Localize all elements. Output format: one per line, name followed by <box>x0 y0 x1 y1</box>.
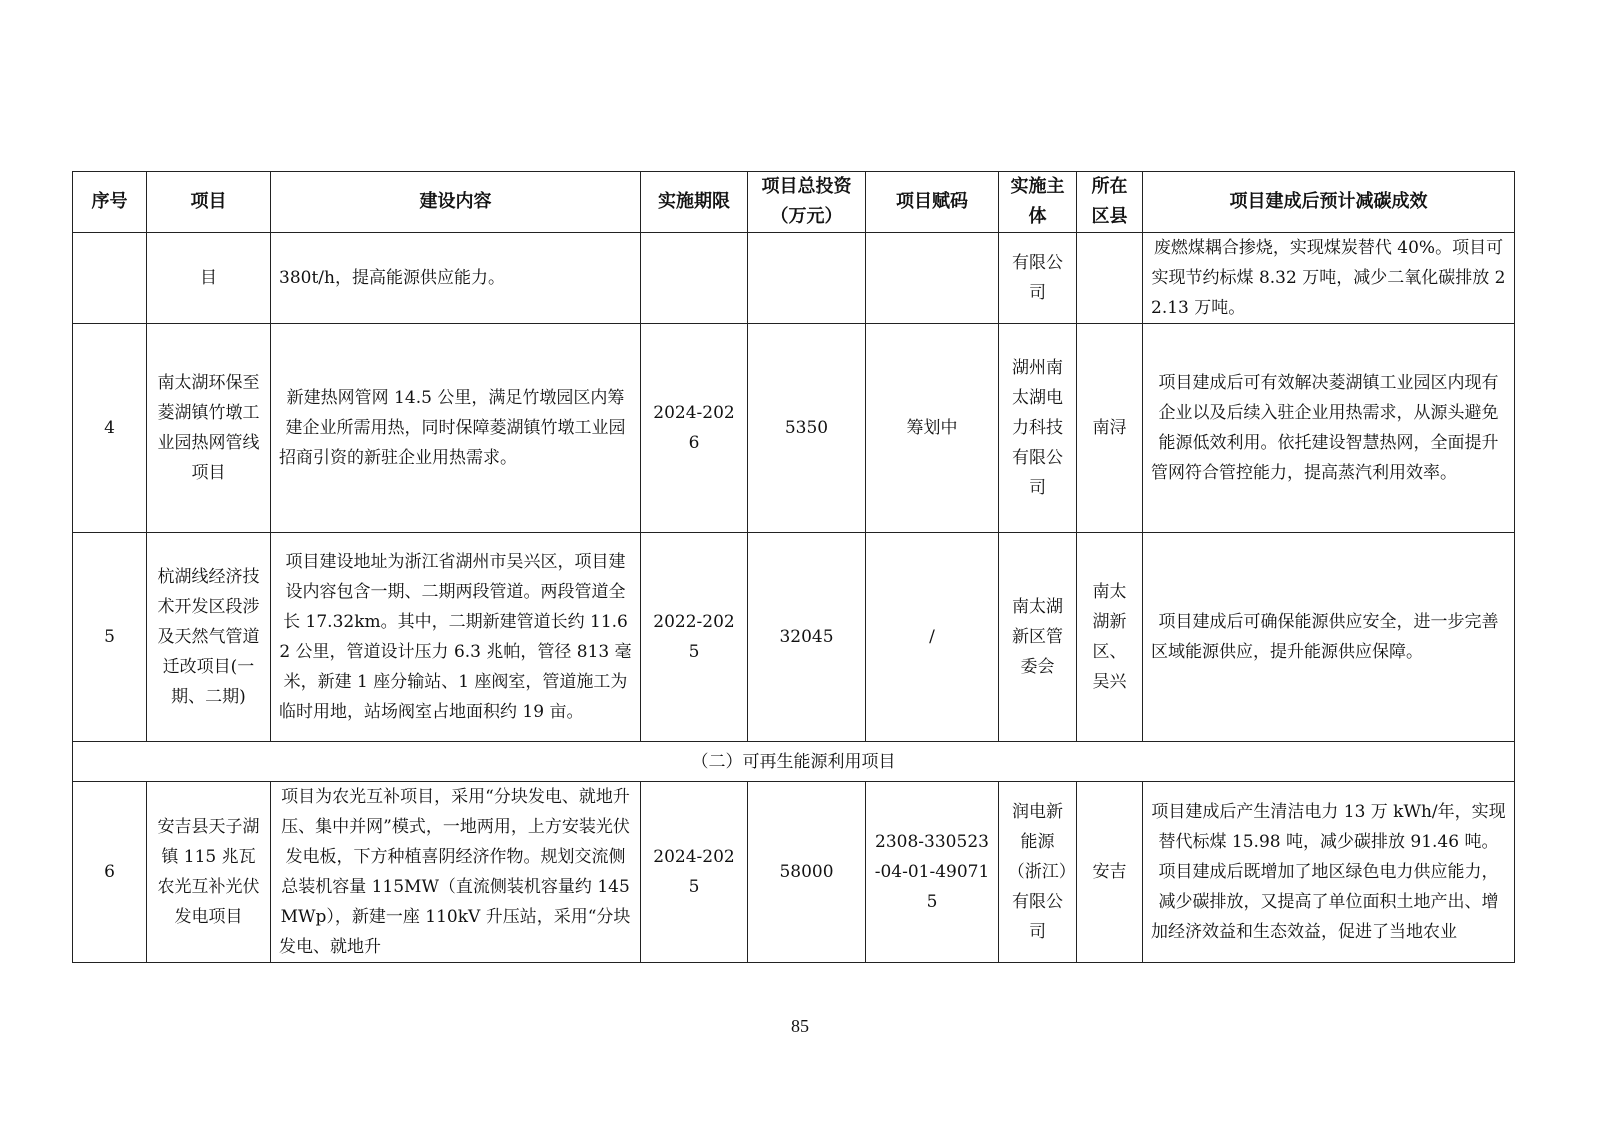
header-row <box>73 172 1515 233</box>
cell-no: 4 <box>73 324 147 533</box>
cell-entity: 润电新能源（浙江）有限公司 <box>999 782 1077 963</box>
cell-investment: 58000 <box>748 782 866 963</box>
table-row <box>73 324 1515 533</box>
cell-county: 南浔 <box>1077 324 1143 533</box>
header-project: 项目 <box>147 172 271 233</box>
cell-period: 2022-2025 <box>641 533 748 742</box>
table-row <box>73 233 1515 324</box>
header-code: 项目赋码 <box>866 172 999 233</box>
cell-project: 安吉县天子湖镇 115 兆瓦农光互补光伏发电项目 <box>147 782 271 963</box>
cell-content: 新建热网管网 14.5 公里，满足竹墩园区内筹建企业所需用热，同时保障菱湖镇竹墩工业园招商引资的新驻企业用热需求。 <box>271 324 641 533</box>
cell-county: 安吉 <box>1077 782 1143 963</box>
cell-effect: 项目建成后可确保能源供应安全，进一步完善区域能源供应，提升能源供应保障。 <box>1143 533 1515 742</box>
page-number: 85 <box>791 1016 809 1036</box>
cell-project: 南太湖环保至菱湖镇竹墩工业园热网管线项目 <box>147 324 271 533</box>
table-row <box>73 533 1515 742</box>
section-title: （二）可再生能源利用项目 <box>73 742 1515 782</box>
cell-content: 380t/h，提高能源供应能力。 <box>271 233 641 324</box>
cell-no: 6 <box>73 782 147 963</box>
header-county: 所在区县 <box>1077 172 1143 233</box>
cell-period: 2024-2026 <box>641 324 748 533</box>
header-content: 建设内容 <box>271 172 641 233</box>
header-period: 实施期限 <box>641 172 748 233</box>
header-no: 序号 <box>73 172 147 233</box>
cell-code: 筹划中 <box>866 324 999 533</box>
section-row <box>73 742 1515 782</box>
cell-entity: 有限公司 <box>999 233 1077 324</box>
cell-effect: 废燃煤耦合掺烧，实现煤炭替代 40%。项目可实现节约标煤 8.32 万吨，减少二氧化碳排放 22.13 万吨。 <box>1143 233 1515 324</box>
cell-code: / <box>866 533 999 742</box>
cell-project: 目 <box>147 233 271 324</box>
cell-effect: 项目建成后可有效解决菱湖镇工业园区内现有企业以及后续入驻企业用热需求，从源头避免能源低效利用。依托建设智慧热网，全面提升管网符合管控能力，提高蒸汽利用效率。 <box>1143 324 1515 533</box>
project-table <box>72 171 1515 963</box>
cell-investment <box>748 233 866 324</box>
cell-entity: 湖州南太湖电力科技有限公司 <box>999 324 1077 533</box>
cell-no: 5 <box>73 533 147 742</box>
cell-period <box>641 233 748 324</box>
cell-investment: 32045 <box>748 533 866 742</box>
cell-code: 2308-330523-04-01-490715 <box>866 782 999 963</box>
cell-content: 项目为农光互补项目，采用“分块发电、就地升压、集中并网”模式，一地两用，上方安装光伏发电板，下方种植喜阴经济作物。规划交流侧总装机容量 115MW（直流侧装机容量约 145MWp），新建一座 110kV 升压站，采用“分块发电、就地升 <box>271 782 641 963</box>
cell-investment: 5350 <box>748 324 866 533</box>
cell-code <box>866 233 999 324</box>
cell-entity: 南太湖新区管委会 <box>999 533 1077 742</box>
table-row <box>73 782 1515 963</box>
header-entity: 实施主体 <box>999 172 1077 233</box>
cell-county <box>1077 233 1143 324</box>
cell-period: 2024-2025 <box>641 782 748 963</box>
header-effect: 项目建成后预计减碳成效 <box>1143 172 1515 233</box>
cell-project: 杭湖线经济技术开发区段涉及天然气管道迁改项目(一期、二期) <box>147 533 271 742</box>
header-investment: 项目总投资（万元） <box>748 172 866 233</box>
cell-content: 项目建设地址为浙江省湖州市吴兴区，项目建设内容包含一期、二期两段管道。两段管道全长 17.32km。其中，二期新建管道长约 11.62 公里，管道设计压力 6.3 兆帕，管径 813 毫米，新建 1 座分输站、1 座阀室，管道施工为临时用地，站场阀室占地面积约 19 亩。 <box>271 533 641 742</box>
cell-effect: 项目建成后产生清洁电力 13 万 kWh/年，实现替代标煤 15.98 吨，减少碳排放 91.46 吨。项目建成后既增加了地区绿色电力供应能力，减少碳排放，又提高了单位面积土地产出、增加经济效益和生态效益，促进了当地农业 <box>1143 782 1515 963</box>
cell-no <box>73 233 147 324</box>
cell-county: 南太湖新区、吴兴 <box>1077 533 1143 742</box>
